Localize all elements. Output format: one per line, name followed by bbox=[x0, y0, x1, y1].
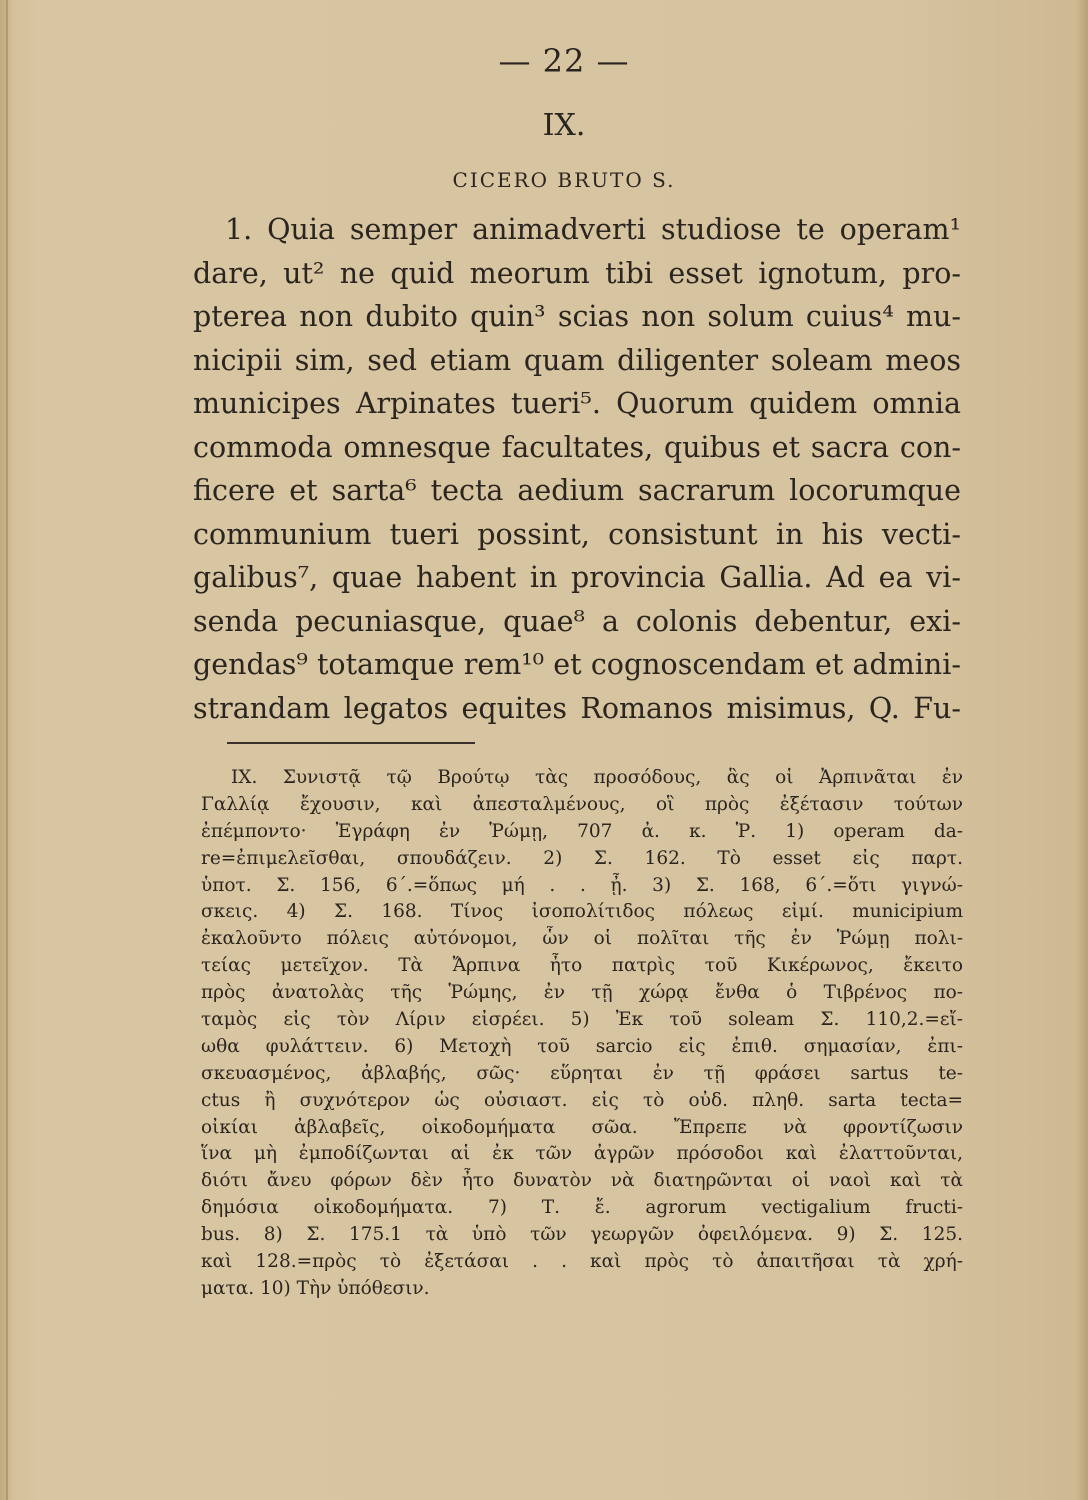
footnote-line: re=ἐπιμελεῖσθαι, σπουδάζειν. 2) Σ. 162. Τὸ esset εἰς παρτ. bbox=[201, 847, 963, 869]
letter-salutation: CICERO BRUTO S. bbox=[452, 168, 676, 192]
section-numeral: IX. bbox=[542, 108, 586, 143]
footnotes-block bbox=[201, 765, 963, 1303]
body-line: dare, ut² ne quid meorum tibi esset ignotum, pro- bbox=[193, 256, 961, 290]
letter-body bbox=[193, 208, 961, 730]
body-line: 1. Quia semper animadverti studiose te operam¹ bbox=[225, 213, 961, 246]
footnote-line: ταμὸς εἰς τὸν Λίριν εἰσρέει. 5) Ἐκ τοῦ soleam Σ. 110,2.=εἴ- bbox=[201, 1009, 963, 1031]
footnote-line: Γαλλίᾳ ἔχουσιν, καὶ ἀπεσταλμένους, οἳ πρὸς ἐξέτασιν τούτων bbox=[201, 793, 963, 815]
body-line: municipes Arpinates tueri⁵. Quorum quidem omnia bbox=[193, 387, 961, 420]
footnote-line: καὶ 128.=πρὸς τὸ ἐξετάσαι . . καὶ πρὸς τὸ ἀπαιτῆσαι τὰ χρή- bbox=[201, 1251, 963, 1273]
footnote-line: IX. Συνιστᾷ τῷ Βρούτῳ τὰς προσόδους, ἃς οἱ Ἀρπινᾶται ἐν bbox=[231, 767, 963, 788]
footnote-line: πρὸς ἀνατολὰς τῆς Ῥώμης, ἐν τῇ χώρᾳ ἔνθα ὁ Τιβρένος πο- bbox=[201, 982, 963, 1004]
binding-gutter bbox=[6, 0, 8, 1500]
footnote-line: ὑποτ. Σ. 156, 6΄.=ὅπως μή . . ᾖ. 3) Σ. 168, 6΄.=ὅτι γιγνώ- bbox=[201, 874, 963, 896]
body-line: communium tueri possint, consistunt in his vecti- bbox=[193, 517, 961, 551]
body-line: commoda omnesque facultates, quibus et sacra con- bbox=[193, 430, 961, 464]
footnote-line: διότι ἄνευ φόρων δὲν ἦτο δυνατὸν νὰ διατηρῶνται οἱ ναοὶ καὶ τὰ bbox=[201, 1170, 963, 1192]
footnote-line: τείας μετεῖχον. Τὰ Ἄρπινα ἦτο πατρὶς τοῦ Κικέρωνος, ἔκειτο bbox=[201, 955, 963, 977]
footnote-line: οἰκίαι ἀβλαβεῖς, οἰκοδομήματα σῶα. Ἔπρεπε νὰ φροντίζωσιν bbox=[201, 1116, 963, 1138]
footnote-line: σκευασμένος, ἀβλαβής, σῶς· εὕρηται ἐν τῇ φράσει sartus te- bbox=[201, 1062, 963, 1084]
footnote-divider bbox=[227, 742, 475, 744]
page-edge-shadow bbox=[1076, 0, 1088, 1500]
footnote-line: ματα. 10) Τὴν ὑπόθεσιν. bbox=[201, 1277, 430, 1299]
footnote-line: ctus ἢ συχνότερον ὡς οὐσιαστ. εἰς τὸ οὐδ. πληθ. sarta tecta= bbox=[201, 1089, 963, 1111]
footnote-line: bus. 8) Σ. 175.1 τὰ ὑπὸ τῶν γεωργῶν ὀφειλόμενα. 9) Σ. 125. bbox=[201, 1224, 963, 1246]
body-line: strandam legatos equites Romanos misimus, Q. Fu- bbox=[193, 691, 961, 725]
page-number: — 22 — bbox=[498, 42, 630, 80]
body-line: galibus⁷, quae habent in provincia Gallia. Ad ea vi- bbox=[193, 561, 961, 594]
footnote-line: ἵνα μὴ ἐμποδίζωνται αἱ ἐκ τῶν ἀγρῶν πρόσοδοι καὶ ἐλαττοῦνται, bbox=[201, 1143, 963, 1165]
footnote-line: ωθα φυλάττειν. 6) Μετοχὴ τοῦ sarcio εἰς ἐπιθ. σημασίαν, ἐπι- bbox=[201, 1035, 963, 1057]
body-line: ficere et sarta⁶ tecta aedium sacrarum locorumque bbox=[193, 474, 961, 507]
body-line: gendas⁹ totamque rem¹⁰ et cognoscendam et admini- bbox=[193, 648, 961, 681]
footnote-line: ἐκαλοῦντο πόλεις αὐτόνομοι, ὧν οἱ πολῖται τῆς ἐν Ῥώμῃ πολι- bbox=[201, 928, 963, 950]
footnote-line: ἐπέμποντο· Ἐγράφη ἐν Ῥώμῃ, 707 ἀ. κ. Ῥ. 1) operam da- bbox=[201, 820, 963, 842]
body-line: pterea non dubito quin³ scias non solum cuius⁴ mu- bbox=[193, 300, 961, 333]
footnote-line: σκεις. 4) Σ. 168. Τίνος ἰσοπολίτιδος πόλεως εἰμί. municipium bbox=[201, 901, 963, 923]
body-line: senda pecuniasque, quae⁸ a colonis debentur, exi- bbox=[193, 604, 961, 638]
footnote-line: δημόσια οἰκοδομήματα. 7) Τ. ἔ. agrorum vectigalium fructi- bbox=[201, 1197, 963, 1219]
body-line: nicipii sim, sed etiam quam diligenter soleam meos bbox=[193, 343, 961, 377]
